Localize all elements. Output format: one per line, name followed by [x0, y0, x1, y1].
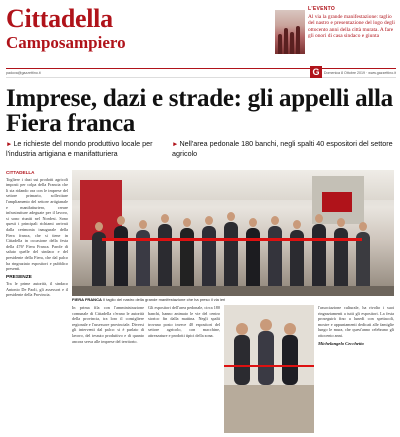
masthead	[6, 6, 268, 53]
deck-left	[6, 139, 166, 158]
triangle-bullet-icon: ►	[6, 141, 13, 148]
article-kicker: CITTADELLA	[6, 170, 35, 175]
event-box	[275, 4, 396, 62]
deck-left-text: Le richieste del mondo produttivo locale per l'industria artigiana e manifatturiera	[6, 139, 153, 158]
caption-label: FIERA FRANCA	[72, 297, 102, 302]
column-left-text: Togliere i dazi sui prodotti agricoli imposti per colpa della Francia che li sta ridando ora con le imprese del settore primario, sollecitare l'ampliamento del settore artigianale e manifatturiero, creare infrastrutture adeguate per il lavoro, si sono riuniti nel Nordest. Sono questi i principali richiami arrivati dalla cerimonia inaugurale della Fiera franca, che si tiene in Cittadella in occasione della festa della 476ª Fiera Franca. Parole di saluto quelle del sindaco e del presidente della Fiera, che dal palco ha ringraziato espositori e pubblico presenti.	[6, 176, 68, 272]
gazzettino-logo: G	[310, 66, 322, 78]
city-title: Cittadella	[6, 4, 113, 33]
column-mid-1: In prima fila con l'amministrazione comunale di Cittadella c'erano le autorità della provincia, tra loro il consigliere regionale e l'assessore provinciale. Diversi gli interventi dal palco: si è parlato di lavoro, del tessuto produttivo e di quanto ancora serva alle imprese del territorio.	[72, 305, 144, 344]
event-teaser	[308, 6, 396, 40]
deck-right-text: Nell'area pedonale 180 banchi, negli spalti 40 espositori del settore agricolo	[172, 139, 393, 158]
date-strip	[6, 68, 396, 78]
event-photo	[275, 10, 305, 54]
subheading: PRESENZE	[6, 274, 32, 280]
contact-email: padova@gazzettino.it	[6, 71, 41, 75]
author-signature: Michelangelo Cecchetto	[318, 340, 364, 346]
photo-caption	[72, 297, 394, 302]
caption-text: Il taglio del nastro della grande manifestazione che ha preso il via ieri	[102, 297, 226, 302]
event-text: Al via la grande manifestazione: taglio del nastro e presentazione del logo degli ottocento anni della città murata. A fare gli onori di casa sindaco e giunta	[308, 13, 395, 40]
town-subtitle: Camposampiero	[6, 33, 126, 52]
headline: Imprese, dazi e strade: gli appelli alla Fiera franca	[6, 85, 393, 137]
secondary-photo	[224, 305, 314, 433]
main-photo	[72, 170, 394, 296]
issue-date: Domenica 8 Ottobre 2019 · www.gazzettino.it	[323, 71, 396, 75]
deck-right	[172, 139, 394, 158]
column-right	[318, 305, 394, 433]
column-right-text: l'associazione culturale, ha rivolto i suoi ringraziamenti a tutti gli espositori. La festa proseguirà fino a lunedì con spettacoli, mostre e appuntamenti dedicati alle famiglie lungo le mura, che quest'anno celebrano gli ottocento anni.	[318, 305, 394, 338]
column-mid-2: Gli espositori dell'area pedonale, circa 180 banchi, hanno animato le vie del centro storico fin dalla mattina. Negli spalti trovano posto invece 40 espositori del settore agricolo, con macchine, attrezzature e prodotti tipici della zona.	[148, 305, 220, 338]
column-left-text-2: Tra le prime autorità, il sindaco Antonio De Paoli, gli assessori e il presidente della Provincia.	[6, 281, 68, 298]
triangle-bullet-icon: ►	[172, 141, 179, 148]
event-kicker: L'EVENTO	[308, 6, 336, 12]
column-left	[6, 170, 68, 432]
